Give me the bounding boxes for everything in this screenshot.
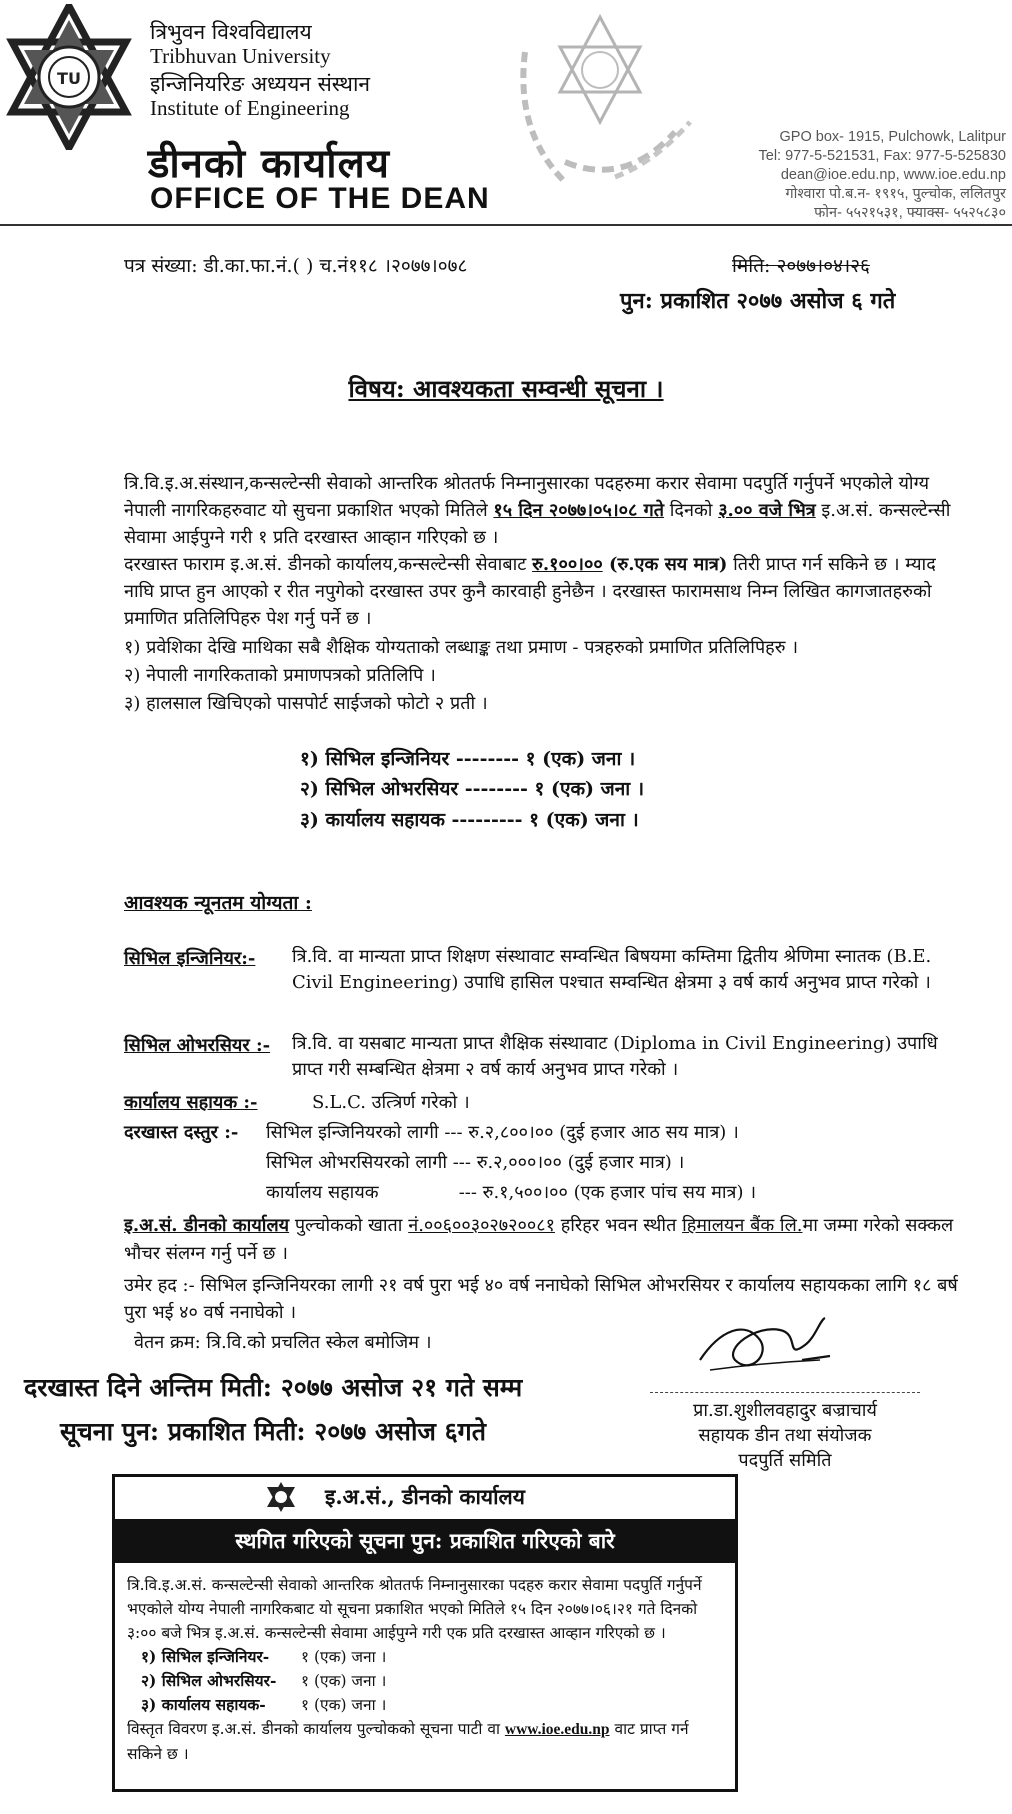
form-fee-words: (रु.एक सय मात्र) (602, 554, 728, 575)
bank-text-c: मा जम्मा गरेको सक्कल भौचर संलग्न गर्नु पर्ने छ । (124, 1215, 954, 1264)
signature-icon (690, 1300, 840, 1384)
intro-paragraph (124, 470, 958, 551)
republish-notice-box (112, 1474, 738, 1792)
salary-scale: वेतन क्रम: त्रि.वि.को प्रचलित स्केल बमोजिम । (134, 1332, 432, 1353)
application-deadline: दरखास्त दिने अन्तिम मिती: २०७७ असोज २१ गते सम्म (24, 1373, 523, 1402)
signatory-name: प्रा.डा.शुशीलवहादुर बज्राचार्य (693, 1400, 877, 1421)
fees-label: दरखास्त दस्तुर :- (124, 1122, 239, 1143)
post-item: १) सिभिल इन्जिनियर -------- १ (एक) जना । (300, 748, 636, 770)
form-paragraph (124, 551, 958, 632)
tu-logo-icon (4, 4, 134, 150)
signatory-block (620, 1398, 950, 1473)
qual-engineer-label: सिभिल इन्जिनियर:- (124, 948, 256, 969)
notice-post-label: ३) कार्यालय सहायक- (141, 1695, 266, 1714)
contact-phone-nepali: फोन- ५५२१५३१, फ्याक्स- ५५२५८३० (814, 205, 1006, 221)
signatory-title: सहायक डीन तथा संयोजक (698, 1425, 872, 1446)
form-fee: रु.१००।०० (532, 554, 603, 575)
post-item: २) सिभिल ओभरसियर -------- १ (एक) जना । (300, 778, 645, 800)
notice-post-label: २) सिभिल ओभरसियर- (141, 1671, 277, 1690)
bank-name: हिमालयन बैंक लि. (682, 1215, 803, 1236)
notice-box-body (127, 1573, 723, 1766)
university-name-english: Tribhuvan University (150, 44, 331, 68)
original-date-struck: मिति: २०७७।०४।२६ (732, 255, 870, 277)
notice-post-count: १ (एक) जना । (301, 1672, 387, 1690)
logo-text: TU (57, 69, 81, 88)
notice-box-banner: स्थगित गरिएको सूचना पुन: प्रकाशित गरिएको बारे (115, 1519, 735, 1563)
intro-text-a: त्रि.वि.इ.अ.संस्थान,कन्सल्टेन्सी सेवाको आन्तरिक श्रोततर्फ निम्नानुसारका पदहरुमा करार सेवामा पदपुर्ति गर्नुपर्ने भएकोले योग्य नेपाली नागरिकहरुवाट यो सुचना प्रकाशित भएको मितिले (124, 473, 930, 521)
form-text-b: तिरी प्राप्त गर्न सकिने छ । म्याद नाघि प्राप्त हुन आएको र रीत नपुगेको दरखास्त उपर कुनै कारवाही हुनेछैन । दरखास्त फारामसाथ निम्न लिखित कागजातहरुको प्रमाणित प्रतिलिपिहरु पेश गर्नु पर्ने छ । (124, 554, 936, 629)
header-divider (0, 224, 1012, 226)
fee-line: कार्यालय सहायक --- रु.१,५००।०० (एक हजार पांच सय मात्र) । (266, 1182, 757, 1203)
republished-date-footer: सूचना पुन: प्रकाशित मिती: २०७७ असोज ६गते (60, 1417, 487, 1446)
contact-address: GPO box- 1915, Pulchowk, Lalitpur (779, 129, 1006, 145)
contact-phone: Tel: 977-5-521531, Fax: 977-5-525830 (758, 148, 1006, 164)
notice-post-count: १ (एक) जना । (301, 1648, 387, 1666)
notice-box-post (141, 1645, 723, 1669)
notice-post-label: १) सिभिल इन्जिनियर- (141, 1647, 270, 1666)
intro-days: १५ दिन २०७७।०५।०८ गते (493, 500, 665, 521)
website-link[interactable]: www.ioe.edu.np (504, 1721, 610, 1738)
intro-time: ३.०० वजे भित्र (718, 500, 816, 521)
notice-box-post (141, 1693, 723, 1717)
republished-date: पुन: प्रकाशित २०७७ असोज ६ गते (620, 288, 896, 314)
fee-line: सिभिल इन्जिनियरको लागी --- रु.२,८००।०० (दुई हजार आठ सय मात्र) । (266, 1122, 739, 1143)
notice-box-footer (127, 1717, 723, 1766)
contact-address-nepali: गोश्वारा पो.ब.न- १९१५, पुल्चोक, ललितपुर (785, 186, 1006, 202)
form-text-a: दरखास्त फाराम इ.अ.सं. डीनको कार्यालय,कन्सल्टेन्सी सेवाबाट (124, 554, 533, 575)
document-item: ३) हालसाल खिचिएको पासपोर्ट साईजको फोटो २ प्रती । (124, 693, 488, 714)
notice-box-text: त्रि.वि.इ.अ.सं. कन्सल्टेन्सी सेवाको आन्तरिक श्रोततर्फ निम्नानुसारका पदहरु करार सेवामा पदपुर्ति गर्नुपर्ने भएकोले योग्य नेपाली नागरिकबाट यो सूचना प्रकाशित भएको मितिले १५ दिन २०७७।०६।२१ गते दिनको ३:०० बजे भित्र इ.अ.सं. कन्सल्टेन्सी सेवामा आईपुग्ने गरी एक प्रति दरखास्त आव्हान गरिएको छ । (127, 1576, 702, 1642)
bank-account: नं.००६००३०२७२००८१ (408, 1215, 555, 1236)
office-title-nepali: डीनको कार्यालय (148, 141, 390, 187)
document-item: २) नेपाली नागरिकताको प्रमाणपत्रको प्रतिलिपि । (124, 665, 436, 686)
intro-text-c: इ.अ.सं. कन्सल्टेन्सी सेवामा आईपुग्ने गरी १ प्रति दरखास्त आव्हान गरिएको छ । (124, 500, 951, 548)
institute-name-english: Institute of Engineering (150, 96, 350, 120)
bank-instructions (124, 1212, 964, 1268)
age-limit: उमेर हद :- सिभिल इन्जिनियरका लागी २१ वर्ष पुरा भई ४० वर्ष ननाघेको सिभिल ओभरसियर र कार्यालय सहायकका लागि १८ बर्ष पुरा भई ४० वर्ष ननाघेको । (124, 1275, 958, 1323)
notice-footer-text-b: वाट प्राप्त गर्न सकिने छ । (127, 1720, 689, 1763)
contact-info (720, 128, 1006, 223)
post-item: ३) कार्यालय सहायक --------- १ (एक) जना । (300, 809, 639, 831)
office-title-english: OFFICE OF THE DEAN (150, 182, 490, 215)
qual-overseer-text: त्रि.वि. वा यसबाट मान्यता प्राप्त शैक्षिक संस्थावाट (Diploma in Civil Engineering) उपाधि प्राप्त गरी सम्बन्धित क्षेत्रमा २ वर्ष कार्य अनुभव प्राप्त गरेको । (292, 1033, 938, 1080)
institute-name-nepali: इन्जिनियरिङ अध्ययन संस्थान (150, 72, 371, 96)
contact-email: dean@ioe.edu.np, www.ioe.edu.np (780, 167, 1006, 183)
intro-text-b: दिनको (664, 500, 719, 521)
qual-assistant-label: कार्यालय सहायक :- (124, 1092, 258, 1113)
bank-text-b: हरिहर भवन स्थीत (554, 1215, 683, 1236)
bank-office: इ.अ.सं. डीनको कार्यालय (124, 1215, 290, 1236)
qual-overseer-label: सिभिल ओभरसियर :- (124, 1035, 271, 1056)
signature-line (650, 1392, 920, 1393)
seal-stamp-icon (505, 12, 705, 202)
qual-assistant-text: S.L.C. उत्त्रिर्ण गरेको । (312, 1092, 470, 1113)
document-item: १) प्रवेशिका देखि माथिका सबै शैक्षिक योग्यताको लब्धाङ्क तथा प्रमाण - पत्रहरुको प्रमाणित प्रतिलिपिहरु । (124, 637, 799, 658)
university-name-nepali: त्रिभुवन विश्वविद्यालय (150, 20, 312, 44)
bank-text-a: पुल्चोकको खाता (289, 1215, 409, 1236)
notice-box-post (141, 1669, 723, 1693)
qual-engineer-text: त्रि.वि. वा मान्यता प्राप्त शिक्षण संस्थावाट सम्वन्धित बिषयमा कम्तिमा द्वितीय श्रेणिमा स्नातक (B.E. Civil Engineering) उपाधि हासिल पश्चात सम्वन्धित क्षेत्रमा ३ वर्ष कार्य अनुभव प्राप्त गरेको । (292, 946, 932, 993)
notice-box-heading: इ.अ.सं., डीनको कार्यालय (325, 1484, 525, 1509)
fee-line: सिभिल ओभरसियरको लागी --- रु.२,०००।०० (दुई हजार मात्र) । (266, 1152, 685, 1173)
notice-footer-text-a: विस्तृत विवरण इ.अ.सं. डीनको कार्यालय पुल्चोकको सूचना पाटी वा (127, 1720, 505, 1738)
notice-subject: विषय: आवश्यकता सम्वन्धी सूचना । (348, 374, 664, 403)
notice-post-count: १ (एक) जना । (301, 1696, 387, 1714)
signatory-committee: पदपुर्ति समिति (738, 1450, 832, 1471)
reference-number: पत्र संख्या: डी.का.फा.नं.( ) च.नं११८ ।२०७७।०७८ (124, 255, 468, 277)
qualifications-heading: आवश्यक न्यूनतम योग्यता : (124, 892, 312, 914)
